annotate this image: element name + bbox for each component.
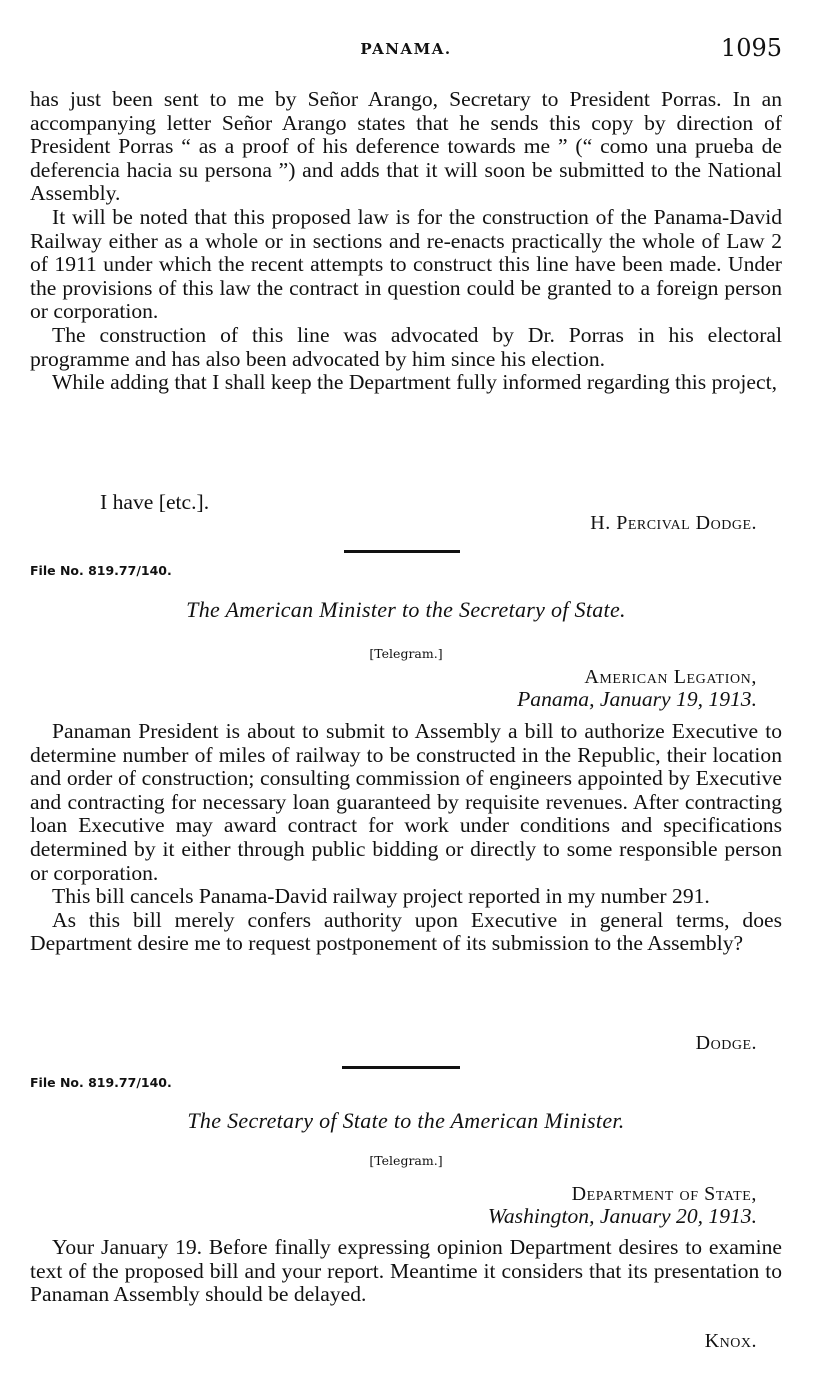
signature: Knox. — [704, 1330, 757, 1352]
file-number: File No. 819.77/140. — [30, 1075, 172, 1090]
dateline — [488, 1183, 757, 1229]
running-title: PANAMA. — [360, 40, 452, 58]
paragraph: It will be noted that this proposed law is for the construction of the Panama-David Railway either as a whole or in sections and re-enacts practically the whole of Law 2 of 1911 under which the recent attempts to construct this line have been made. Under the provisions of this law the contract in question could be granted to a foreign person or corporation. — [30, 204, 782, 324]
section-divider — [344, 550, 460, 553]
paragraph: has just been sent to me by Señor Arango, Secretary to President Porras. In an accompanying letter Señor Arango states that he sends this copy by direction of President Porras “ as a proof of his deference towards me ” (“ como una prueba de deferencia hacia su persona ”) and adds that it will soon be submitted to the National Assembly. — [30, 87, 782, 206]
paragraph: Panaman President is about to submit to Assembly a bill to authorize Executive to determine number of miles of railway to be constructed in the Republic, their location and order of construction; consulting commission of engineers appointed by Executive and contracting for necessary loan guaranteed by requisite revenues. After contracting loan Executive may award contract for work under conditions and specifications determined by it either through public bidding or directly to some responsible person or corporation. — [30, 719, 782, 885]
dateline-date: Washington, January 20, 1913. — [487, 1204, 757, 1228]
dateline-date: Panama, January 19, 1913. — [517, 687, 757, 711]
page-number: 1095 — [720, 34, 782, 62]
paragraph: The construction of this line was advocated by Dr. Porras in his electoral programme and has also been advocated by him since his election. — [30, 322, 782, 371]
section1-body — [30, 88, 782, 395]
signature: H. Percival Dodge. — [590, 512, 757, 534]
document-type: [Telegram.] — [369, 1153, 443, 1168]
closing-formula: I have [etc.]. — [100, 490, 210, 514]
page-header — [30, 34, 782, 66]
document3-body — [30, 1236, 782, 1307]
document-title: The American Minister to the Secretary of State. — [186, 597, 626, 622]
document2-body — [30, 720, 782, 956]
dateline-place: Department of State, — [571, 1183, 757, 1205]
dateline — [517, 666, 757, 712]
dateline-place: American Legation, — [584, 666, 757, 688]
signature: Dodge. — [695, 1032, 757, 1054]
paragraph: This bill cancels Panama-David railway project reported in my number 291. — [52, 884, 710, 909]
paragraph: Your January 19. Before finally expressing opinion Department desires to examine text of the proposed bill and your report. Meantime it considers that its presentation to Panaman Assembly should be delayed. — [30, 1235, 782, 1307]
paragraph: While adding that I shall keep the Department fully informed regarding this project, — [52, 370, 777, 395]
document-type: [Telegram.] — [369, 646, 443, 661]
paragraph: As this bill merely confers authority upon Executive in general terms, does Department desire me to request postponement of its submission to the Assembly? — [30, 907, 782, 956]
document-title: The Secretary of State to the American Minister. — [187, 1108, 625, 1133]
file-number: File No. 819.77/140. — [30, 563, 172, 578]
section-divider — [342, 1066, 460, 1069]
